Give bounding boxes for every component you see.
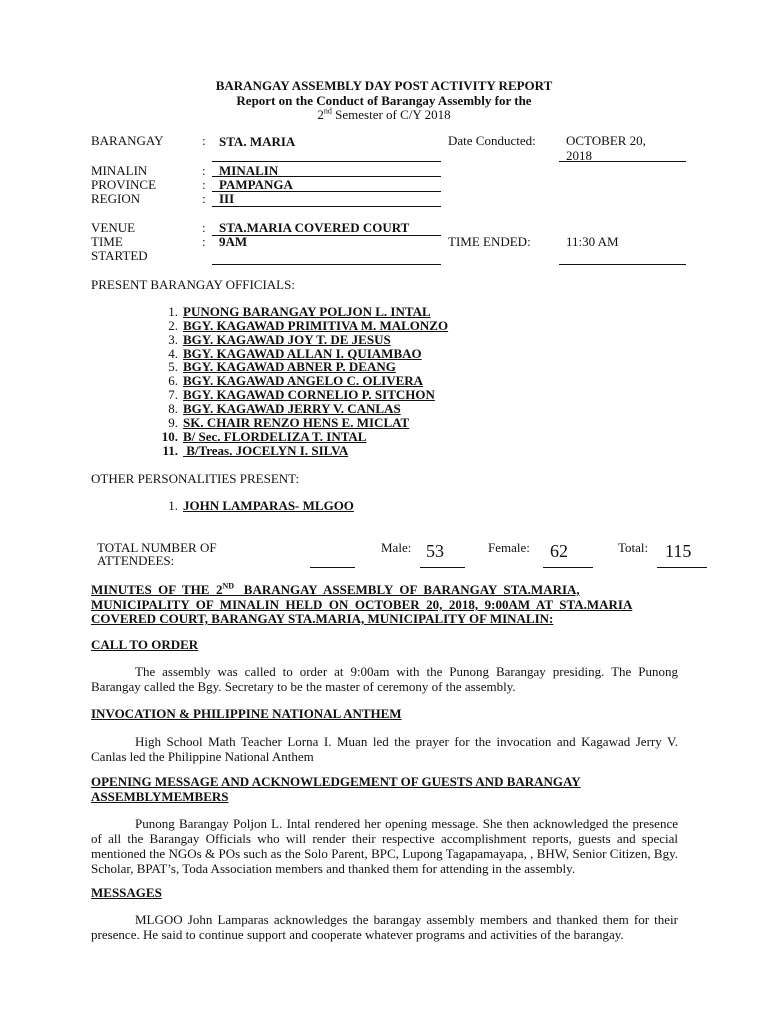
official-name: B/ Sec. FLORDELIZA T. INTAL <box>183 429 367 444</box>
minutes-heading-line2: MUNICIPALITY OF MINALIN HELD ON OCTOBER 20, 2018, 9:00AM AT STA.MARIA <box>91 597 633 612</box>
list-number: 11. <box>162 443 178 458</box>
male-label: Male: <box>381 540 412 555</box>
report-title: BARANGAY ASSEMBLY DAY POST ACTIVITY REPORT <box>215 78 553 93</box>
underline <box>212 161 441 162</box>
list-number: 6. <box>168 373 178 388</box>
underline <box>212 264 441 265</box>
call-to-order-heading: CALL TO ORDER <box>91 637 199 652</box>
official-name: BGY. KAGAWAD PRIMITIVA M. MALONZO <box>183 318 449 333</box>
colon: : <box>202 177 206 192</box>
barangay-label: BARANGAY <box>91 133 164 148</box>
underline <box>212 191 441 192</box>
time-label-line1: TIME <box>91 234 123 249</box>
official-name: SK. CHAIR RENZO HENS E. MICLAT <box>183 415 410 430</box>
minutes-heading-line3: COVERED COURT, BARANGAY STA.MARIA, MUNICIPALITY OF MINALIN: <box>91 611 554 626</box>
official-name: BGY. KAGAWAD JERRY V. CANLAS <box>183 401 401 416</box>
list-number: 10. <box>161 429 178 444</box>
province-label: PROVINCE <box>91 177 157 192</box>
opening-heading-line2: ASSEMBLYMEMBERS <box>91 789 229 804</box>
official-name: B/Treas. JOCELYN I. SILVA <box>183 443 349 458</box>
barangay-value: STA. MARIA <box>219 134 296 149</box>
underline <box>559 264 686 265</box>
official-name: BGY. KAGAWAD ANGELO C. OLIVERA <box>183 373 424 388</box>
opening-text: Punong Barangay Poljon L. Intal rendered her opening message. She then acknowledged the presence of all the Barangay Officials who will render their respective accomplishment reports, guests and special mentioned the NGOs & POs such as the Solo Parent, BPC, Lupong Tagapamayapa, , BHW, Senior Citizen, Bgy. Scholar, BPAT’s, Toda Association members and thanked them for attending in the assembly. <box>91 816 678 876</box>
list-number: 2. <box>168 318 178 333</box>
female-label: Female: <box>488 540 530 555</box>
colon: : <box>202 220 206 235</box>
time-label-line2: STARTED <box>91 248 148 263</box>
list-number: 3. <box>168 332 178 347</box>
underline <box>420 567 465 568</box>
list-number: 1. <box>168 304 178 319</box>
official-name: BGY. KAGAWAD ABNER P. DEANG <box>183 359 396 374</box>
underline <box>310 567 355 568</box>
underline <box>657 567 707 568</box>
semester-line: 2nd Semester of C/Y 2018 <box>317 106 451 122</box>
minalin-label: MINALIN <box>91 163 148 178</box>
colon: : <box>202 191 206 206</box>
total-label: Total: <box>618 540 649 555</box>
time-ended-label: TIME ENDED: <box>448 234 531 249</box>
underline <box>212 206 441 207</box>
official-name: BGY. KAGAWAD ALLAN I. QUIAMBAO <box>183 346 422 361</box>
colon: : <box>202 234 206 249</box>
underline <box>559 161 686 162</box>
minalin-value: MINALIN <box>219 163 279 178</box>
invocation-heading: INVOCATION & PHILIPPINE NATIONAL ANTHEM <box>91 706 402 721</box>
messages-heading: MESSAGES <box>91 885 162 900</box>
total-value: 115 <box>665 541 692 561</box>
region-value: III <box>219 191 235 206</box>
messages-text: MLGOO John Lamparas acknowledges the barangay assembly members and thanked them for their presence. He said to continue support and cooperate whatever programs and activities of the barangay. <box>91 912 678 942</box>
report-subtitle: Report on the Conduct of Barangay Assembly for the <box>236 93 532 108</box>
underline <box>543 567 593 568</box>
call-to-order-text: The assembly was called to order at 9:00am with the Punong Barangay presiding. The Punong Barangay called the Bgy. Secretary to be the master of ceremony of the assembly. <box>91 664 678 694</box>
colon: : <box>202 133 206 148</box>
official-name: BGY. KAGAWAD JOY T. DE JESUS <box>183 332 391 347</box>
personality-name: JOHN LAMPARAS- MLGOO <box>183 498 354 513</box>
time-started-value: 9AM <box>219 234 248 249</box>
official-name: PUNONG BARANGAY POLJON L. INTAL <box>183 304 431 319</box>
colon: : <box>202 163 206 178</box>
list-number: 9. <box>168 415 178 430</box>
invocation-text: High School Math Teacher Lorna I. Muan led the prayer for the invocation and Kagawad Jerry V. Canlas led the Philippine National Anthem <box>91 734 678 764</box>
date-value-line2: 2018 <box>566 148 592 163</box>
attendees-label-line1: TOTAL NUMBER OF <box>97 540 217 555</box>
venue-label: VENUE <box>91 220 136 235</box>
time-ended-value: 11:30 AM <box>566 234 619 249</box>
others-heading: OTHER PERSONALITIES PRESENT: <box>91 471 300 486</box>
opening-heading-line1: OPENING MESSAGE AND ACKNOWLEDGEMENT OF GUESTS AND BARANGAY <box>91 774 581 789</box>
region-label: REGION <box>91 191 141 206</box>
date-value-line1: OCTOBER 20, <box>566 133 646 148</box>
minutes-heading-line1: MINUTES OF THE 2ND BARANGAY ASSEMBLY OF BARANGAY STA.MARIA, <box>91 581 580 597</box>
officials-heading: PRESENT BARANGAY OFFICIALS: <box>91 277 295 292</box>
province-value: PAMPANGA <box>219 177 293 192</box>
list-number: 7. <box>168 387 178 402</box>
female-value: 62 <box>550 541 568 561</box>
attendees-label-line2: ATTENDEES: <box>97 553 175 568</box>
venue-value: STA.MARIA COVERED COURT <box>219 220 410 235</box>
official-name: BGY. KAGAWAD CORNELIO P. SITCHON <box>183 387 435 402</box>
list-number: 8. <box>168 401 178 416</box>
male-value: 53 <box>426 541 444 561</box>
list-number: 1. <box>168 498 178 513</box>
date-label: Date Conducted: <box>448 133 536 148</box>
list-number: 5. <box>168 359 178 374</box>
list-number: 4. <box>168 346 178 361</box>
